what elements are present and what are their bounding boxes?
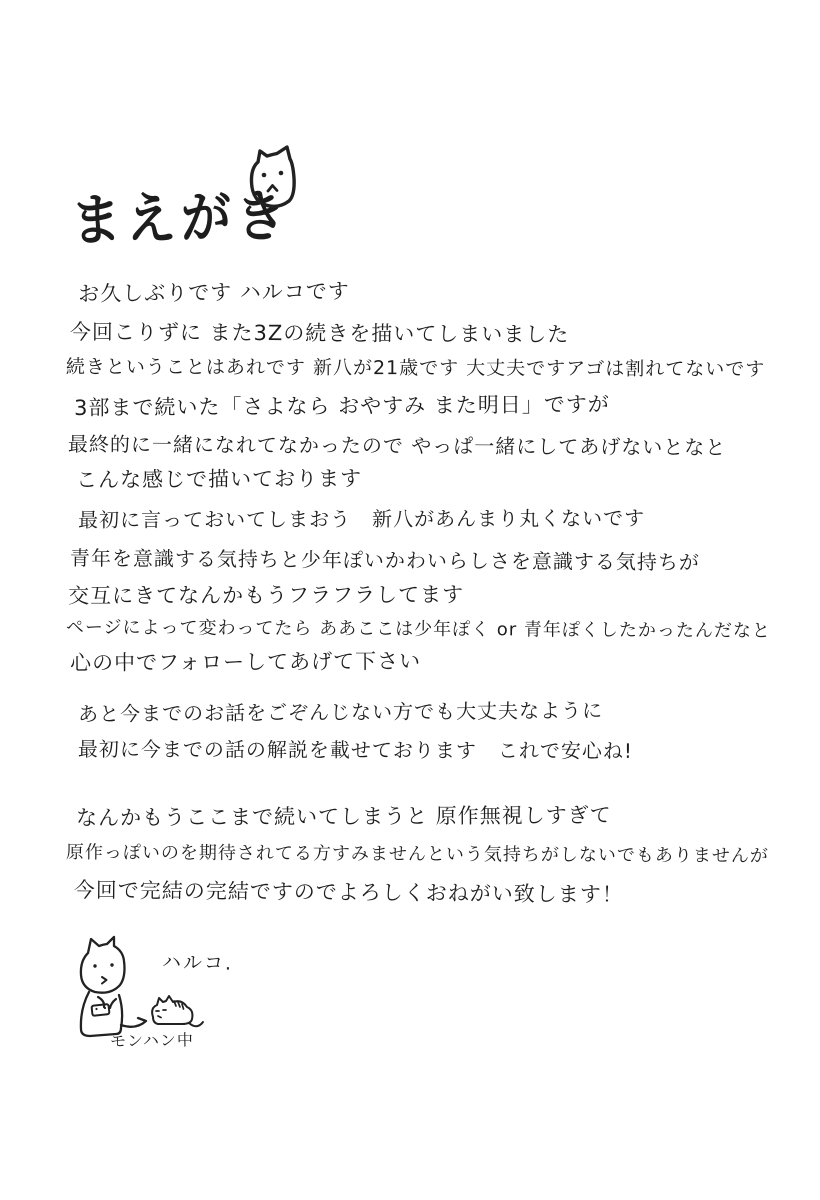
handwritten-line: 最初に今までの話の解説を載せております これで安心ね! (77, 737, 634, 763)
handwritten-line: 原作っぽいのを期待されてる方すみませんという気持ちがしないでもありませんが (65, 841, 769, 867)
cat-face-icon (246, 146, 304, 216)
handwritten-line: こんな感じで描いております (76, 466, 363, 492)
handwritten-line: 最初に言っておいてしまおう 新八があんまり丸くないです (78, 506, 646, 532)
handwritten-line: 今回で完結の完結ですのでよろしくおねがい致します！ (73, 877, 624, 907)
handwritten-line: 青年を意識する気持ちと少年ぽいかわいらしさを意識する気持ちが (69, 545, 700, 575)
handwritten-line: 心の中でフォローしてあげて下さい (70, 649, 422, 675)
handwritten-line: 交互にきてなんかもうフラフラしてます (68, 582, 465, 608)
handwritten-line: お久しぶりです ハルコです (78, 279, 350, 306)
handwritten-line: なんかもうここまで続いてしまうと 原作無視しすぎて (76, 803, 612, 830)
page-title: まえがき (70, 183, 292, 253)
handwritten-line: あと今までのお話をごぞんじない方でも大丈夫なように (78, 698, 604, 726)
handwritten-line: 今回こりずに また3Zの続きを描いてしまいました (69, 319, 570, 347)
signature-name: ハルコ. (161, 951, 234, 975)
signature-caption: モンハン中 (109, 1030, 195, 1051)
handwritten-line: 最終的に一緒になれてなかったので やっぱ一緒にしてあげないとなと (67, 431, 727, 460)
handwritten-line: ページによって変わってたら ああここは少年ぽく or 青年ぽくしたかったんだなと (65, 616, 772, 642)
handwritten-line: 続きということはあれです 新八が21歳です 大丈夫ですアゴは割れてないです (65, 355, 766, 381)
handwritten-line: 3部まで続いた「さよなら おやすみ また明日」ですが (74, 392, 610, 420)
